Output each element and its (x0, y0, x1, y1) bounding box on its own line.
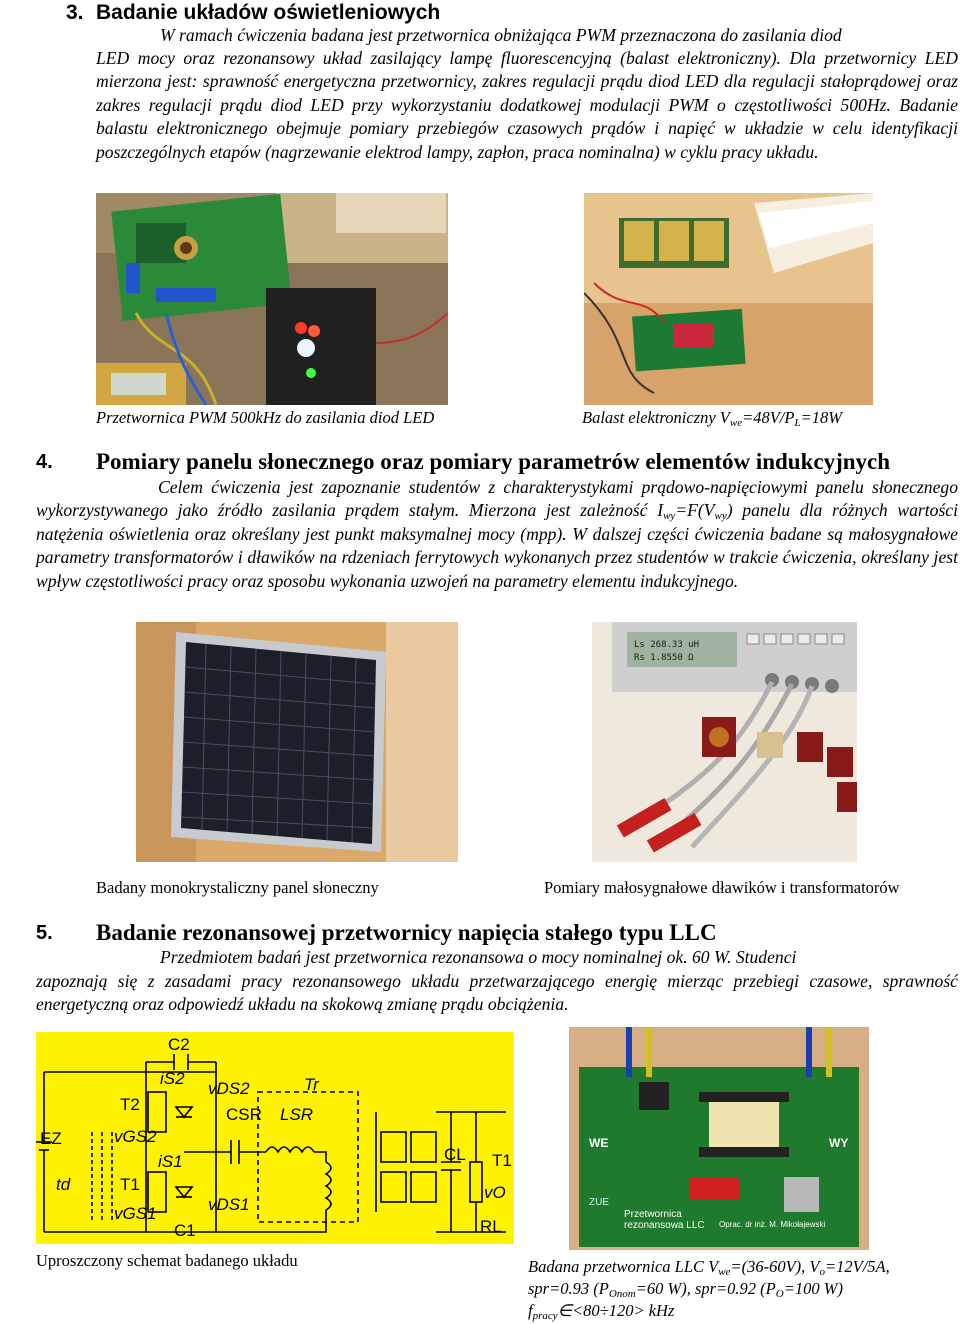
section-5-number: 5. (36, 922, 53, 944)
photo-led-converter (96, 193, 448, 405)
section-3-number: 3. (66, 1, 84, 24)
label-lsr: LSR (280, 1105, 314, 1124)
label-c1: C1 (174, 1221, 196, 1240)
meter-line-2: Rs 1.8550 Ω (634, 653, 694, 663)
section-4-number: 4. (36, 451, 53, 473)
label-t2: T2 (120, 1095, 140, 1114)
llc-schematic (36, 1032, 514, 1244)
caption-solar-panel: Badany monokrystaliczny panel słoneczny (96, 878, 379, 897)
photo-electronic-ballast (584, 193, 873, 405)
label-vo: vO (484, 1183, 506, 1202)
label-t1-right: T1 (492, 1151, 512, 1170)
label-c2: C2 (168, 1035, 190, 1054)
board-label-we: WE (589, 1136, 609, 1150)
caption-schematic: Uproszczony schemat badanego układu (36, 1251, 298, 1270)
section-3-paragraph: LED mocy oraz rezonansowy układ zasilający lampę fluorescencyjną (balast elektroniczny). Dla przetwornicy LED mierzona jest: sprawność energetyczna przetwornicy, zakres regulacji prądu diod LED dla regulacji stałoprądowej oraz zakres regulacji prądu diod LED przy wykorzystaniu dodatkowej modulacji PWM o częstotliwości 500Hz. Badanie balastu elektronicznego obejmuje pomiary przebiegów czasowych prądów i napięć w układzie w celu identyfikacji poszczególnych etapów (nagrzewanie elektrod lampy, zapłon, praca nominalna) w cyklu pracy układu. (96, 48, 958, 162)
board-label-name2: rezonansowa LLC (624, 1220, 705, 1231)
label-is1: iS1 (158, 1152, 183, 1171)
caption-llc-board: Badana przetwornica LLC $V_{we}=(36-60V)$, $V_o=12V/5A$, spr=0.93 ($P_{Onom}=60$ W), spr=0.92 ($P_O=100$ W) $f_{pracy}\in<80\div 120>$ kHz (528, 1257, 890, 1322)
label-vds2: vDS2 (208, 1079, 250, 1098)
label-rl: RL (480, 1217, 502, 1236)
section-3-title: Badanie układów oświetleniowych (96, 1, 441, 24)
board-label-zue: ZUE (589, 1197, 609, 1208)
section-5-title: Badanie rezonansowej przetwornicy napięcia stałego typu LLC (96, 920, 717, 945)
label-vgs2: vGS2 (114, 1127, 157, 1146)
label-vgs1: vGS1 (114, 1204, 157, 1223)
label-vds1: vDS1 (208, 1195, 250, 1214)
photo-solar-panel (136, 622, 458, 862)
section-5-para-first: Przedmiotem badań jest przetwornica rezonansowa o mocy nominalnej ok. 60 W. Studenci (160, 947, 797, 967)
section-4-title: Pomiary panelu słonecznego oraz pomiary parametrów elementów indukcyjnych (96, 449, 891, 474)
label-is2: iS2 (160, 1069, 185, 1088)
label-ez: EZ (40, 1129, 62, 1148)
photo-inductance-measurement (592, 622, 857, 862)
caption-inductance: Pomiary małosygnałowe dławików i transformatorów (544, 878, 900, 897)
photo-llc-board (569, 1027, 869, 1250)
section-5-paragraph: zapoznają się z zasadami pracy rezonansowego układu przetwarzającego energię mierząc przebiegi czasowe, sprawność energetyczną oraz odpowiedź układu na skokową zmianę prądu obciążenia. (36, 971, 958, 1015)
label-tr: Tr (304, 1075, 319, 1094)
board-label-name1: Przetwornica (624, 1209, 682, 1220)
board-label-wy: WY (829, 1136, 849, 1150)
label-csr: CSR (226, 1105, 262, 1124)
caption-ballast: Balast elektroniczny $V_{we}=48V/P_L=18W$ (582, 408, 842, 429)
label-td: td (56, 1175, 71, 1194)
section-4-paragraph: Celem ćwiczenia jest zapoznanie studentów z charakterystykami prądowo-napięciowymi panelu słonecznego wykorzystywanego jako źródło zasilania prądem stałym. Mierzona jest zależność $I_{wy}=F(V_{wy})$ panelu dla różnych wartości natężenia oświetlenia oraz określany jest punkt maksymalnej mocy (mpp). W dalszej części ćwiczenia badane są małosygnałowe parametry transformatorów i dławików na rdzeniach ferrytowych wykonanych przez studentów w trakcie ćwiczenia, określany jest wpływ częstotliwości pracy oraz sposobu wykonania uzwojeń na parametry elementu indukcyjnego. (36, 477, 958, 591)
section-3-para-first: W ramach ćwiczenia badana jest przetwornica obniżająca PWM przeznaczona do zasilania diod (160, 25, 842, 45)
board-label-author: Oprac. dr inż. M. Mikołajewski (719, 1220, 826, 1229)
caption-led-converter: Przetwornica PWM 500kHz do zasilania diod LED (96, 408, 435, 427)
meter-line-1: Ls 268.33 uH (634, 640, 700, 650)
label-cl: CL (444, 1145, 466, 1164)
label-t1: T1 (120, 1175, 140, 1194)
